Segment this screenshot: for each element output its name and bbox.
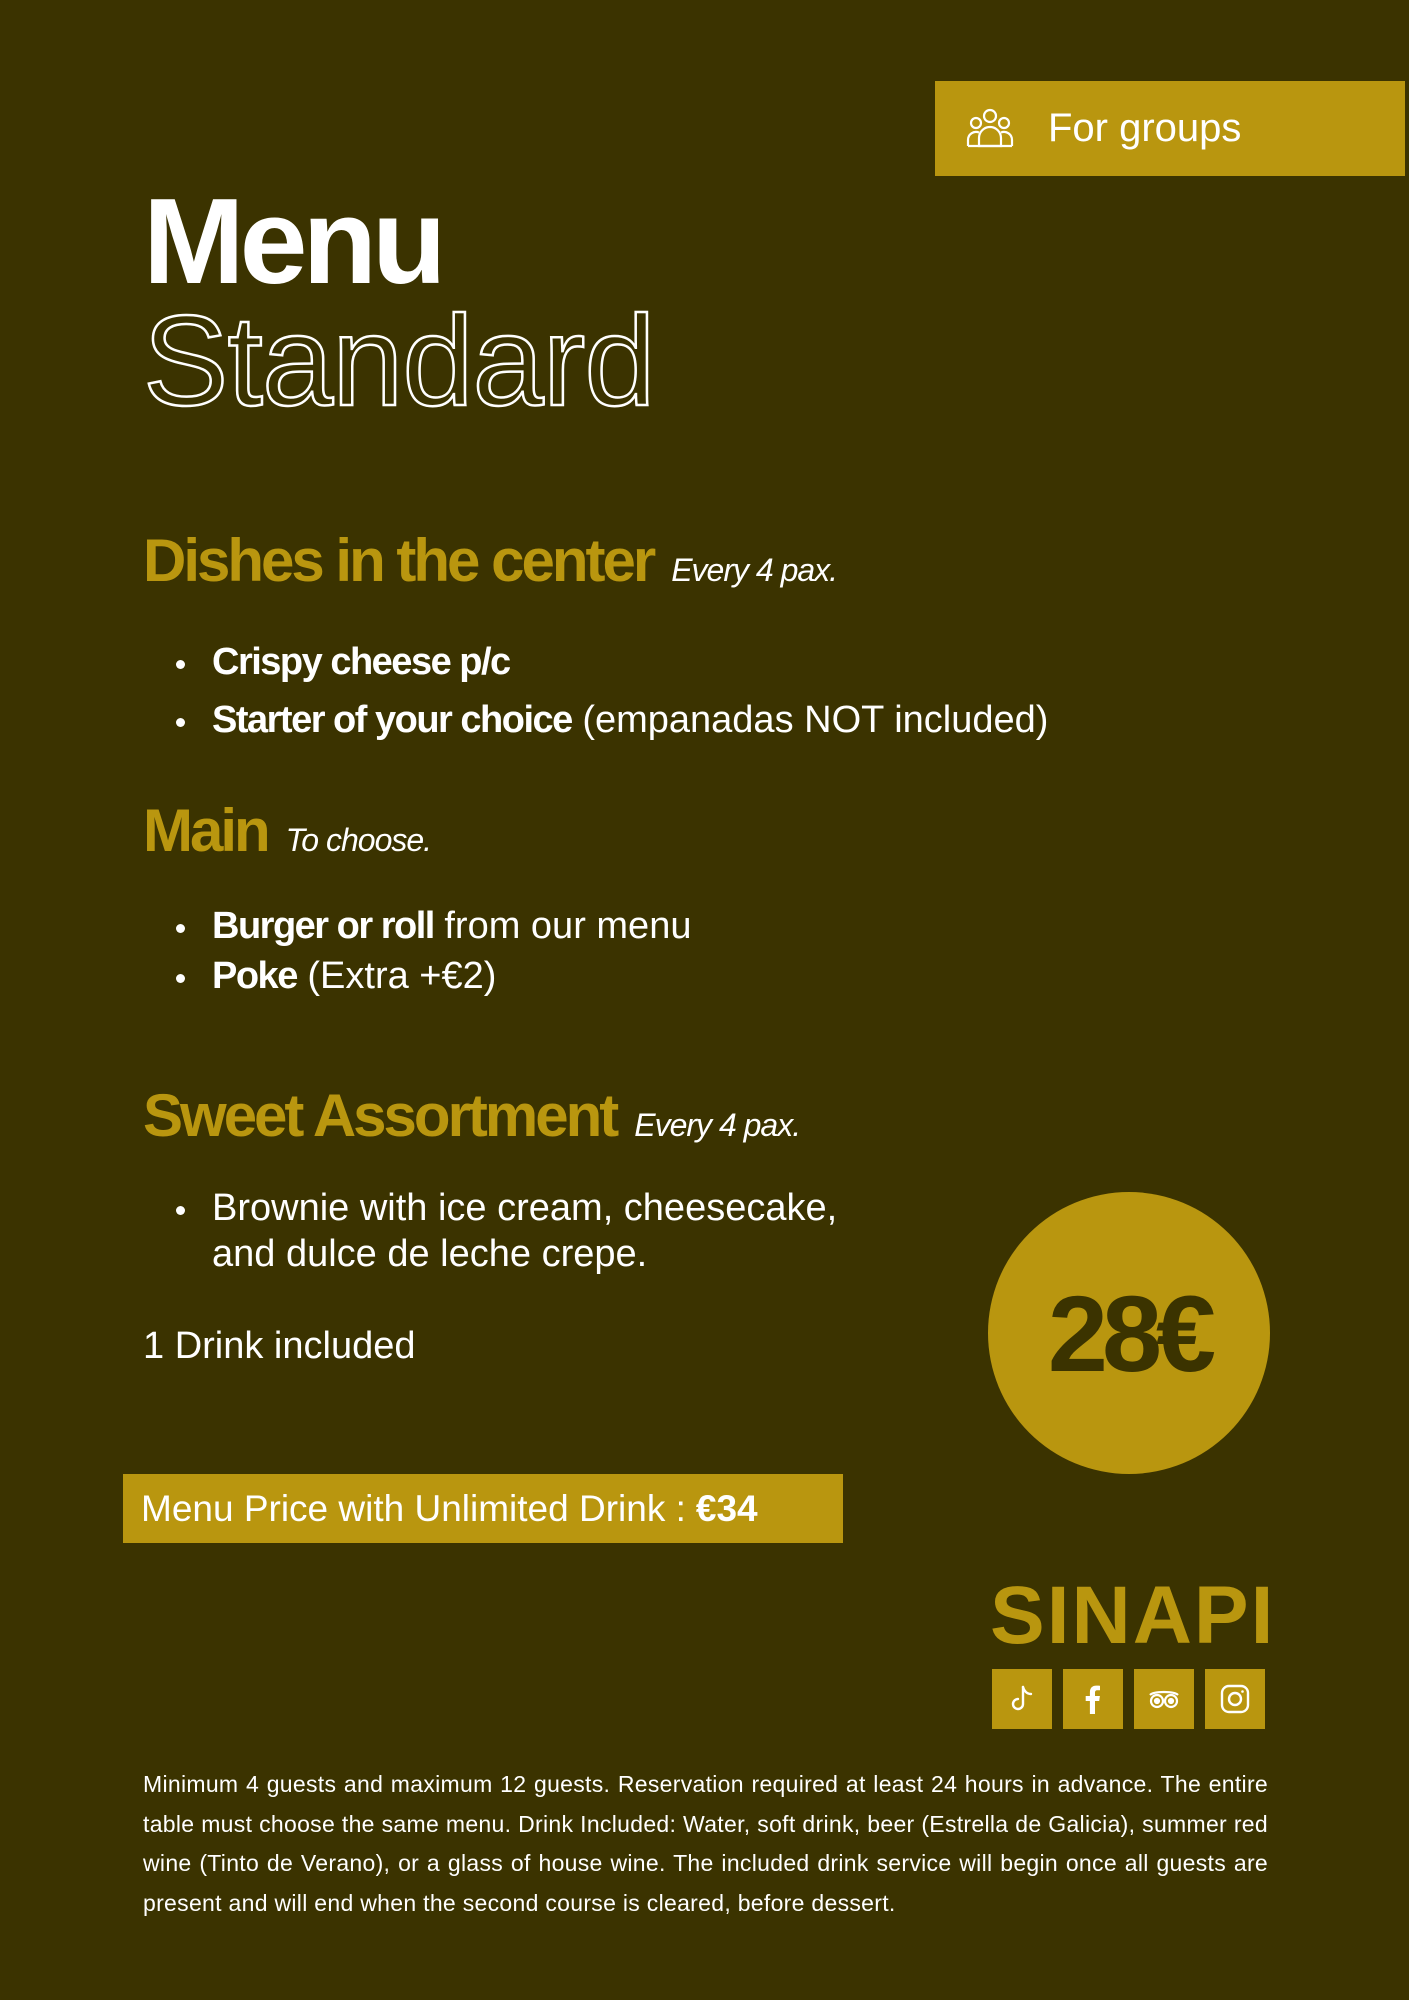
brand-logo: SINAPI — [990, 1570, 1276, 1661]
tiktok-link[interactable] — [992, 1669, 1052, 1729]
item-name: Crispy cheese p/c — [212, 641, 510, 683]
item-detail: (empanadas NOT included) — [571, 698, 1049, 741]
footer-conditions: Minimum 4 guests and maximum 12 guests. Reservation required at least 24 hours in advance. The entire table must choose the same menu. Drink Included: Water, soft drink, beer (Estrella de Galicia), summer red wine (Tinto de Verano), or a glass of house wine. The included drink service will begin once all guests are present and will end when the second course is cleared, before dessert. — [143, 1771, 1268, 1916]
section-heading-main — [143, 796, 431, 865]
tripadvisor-link[interactable] — [1134, 1669, 1194, 1729]
tiktok-icon — [1004, 1681, 1040, 1717]
item-detail: from our menu — [433, 905, 692, 947]
section-heading-sweet-assortment — [143, 1081, 800, 1150]
drink-included-text: 1 Drink included — [143, 1325, 416, 1367]
item-name: Burger or roll — [212, 905, 434, 947]
item-line: Brownie with ice cream, cheesecake, — [212, 1187, 838, 1229]
price-circle — [988, 1192, 1270, 1474]
section-note: Every 4 pax. — [671, 552, 838, 588]
instagram-link[interactable] — [1205, 1669, 1265, 1729]
list-item — [170, 904, 691, 950]
item-line: and dulce de leche crepe. — [212, 1232, 648, 1275]
section-title: Dishes in the center — [143, 527, 654, 594]
section-title: Sweet Assortment — [143, 1082, 617, 1149]
for-groups-badge — [935, 81, 1405, 176]
section-title: Main — [143, 797, 268, 864]
tripadvisor-icon — [1146, 1681, 1182, 1717]
title-standard: Standard — [143, 290, 655, 433]
menu-price: 28€ — [1047, 1272, 1211, 1394]
facebook-link[interactable] — [1063, 1669, 1123, 1729]
sweet-assortment-list — [170, 1186, 837, 1277]
section-note: Every 4 pax. — [634, 1107, 801, 1143]
social-links — [992, 1669, 1276, 1729]
list-item — [170, 640, 1048, 686]
section-heading-dishes-center — [143, 526, 837, 595]
list-item — [170, 698, 1048, 744]
unlimited-drink-label: Menu Price with Unlimited Drink : — [141, 1487, 686, 1529]
group-people-icon — [965, 104, 1015, 154]
main-list — [170, 904, 691, 999]
item-name: Poke — [212, 954, 297, 997]
facebook-icon — [1075, 1681, 1111, 1717]
dishes-center-list — [170, 640, 1048, 743]
unlimited-drink-box — [123, 1474, 843, 1543]
item-detail: (Extra +€2) — [296, 954, 497, 997]
instagram-icon — [1217, 1681, 1253, 1717]
for-groups-label: For groups — [1048, 106, 1242, 150]
unlimited-drink-price: €34 — [695, 1487, 758, 1529]
item-name: Starter of your choice — [212, 698, 572, 741]
list-item — [170, 954, 691, 1000]
title-menu: Menu — [143, 173, 442, 309]
section-note: To choose. — [285, 822, 432, 858]
list-item — [170, 1186, 837, 1277]
